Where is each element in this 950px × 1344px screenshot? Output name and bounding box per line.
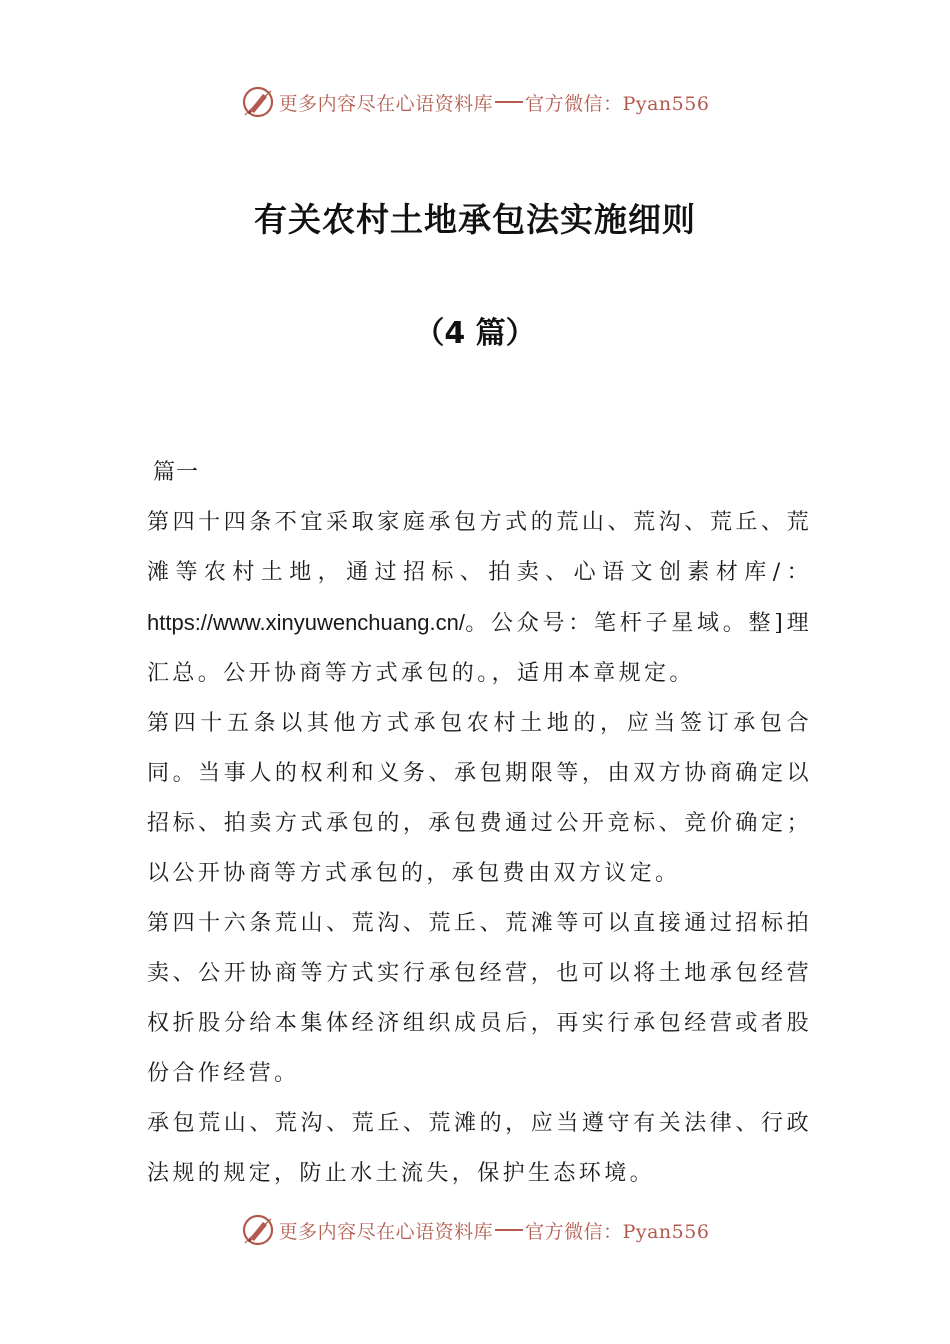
article-44-paragraph (147, 498, 812, 699)
watermark-wechat: 官方微信：Pyan556 (525, 1220, 710, 1243)
watermark-dash (495, 101, 523, 103)
document-title: 有关农村土地承包法实施细则 (254, 200, 696, 240)
pen-logo-icon (241, 1213, 275, 1247)
source-url-link[interactable]: https://www.xinyuwenchuang.cn/ (147, 610, 465, 635)
pen-logo-icon (241, 85, 275, 119)
article-45-paragraph: 第四十五条以其他方式承包农村土地的，应当签订承包合同。当事人的权利和义务、承包期限等，由双方协商确定以招标、拍卖方式承包的，承包费通过公开竞标、竞价确定；以公开协商等方式承包的，承包费由双方议定。 (147, 711, 812, 886)
document-subtitle: （4 篇） (414, 316, 536, 351)
watermark-dash (495, 1229, 523, 1231)
article-46-note-paragraph: 承包荒山、荒沟、荒丘、荒滩的，应当遵守有关法律、行政法规的规定，防止水土流失，保护生态环境。 (147, 1111, 812, 1186)
watermark-banner-top (0, 80, 950, 124)
watermark-text: 更多内容尽在心语资料库 (278, 92, 494, 115)
article-44-text: 第四十四条不宜采取家庭承包方式的荒山、荒沟、荒丘、荒滩等农村土地，通过招标、拍卖、心语文创素材库/： (147, 510, 812, 585)
section-label: 篇一 (153, 460, 200, 485)
watermark-banner-bottom (0, 1208, 950, 1252)
watermark-text: 更多内容尽在心语资料库 (278, 1220, 494, 1243)
article-46-paragraph: 第四十六条荒山、荒沟、荒丘、荒滩等可以直接通过招标拍卖、公开协商等方式实行承包经营，也可以将土地承包经营权折股分给本集体经济组织成员后，再实行承包经营或者股份合作经营。 (147, 911, 812, 1086)
watermark-wechat: 官方微信：Pyan556 (525, 92, 710, 115)
document-body (147, 448, 812, 1199)
article-44-text-cont: 。公众号：笔杆子星域。整]理汇总。公开协商等方式承包的。，适用本章规定。 (147, 611, 812, 686)
